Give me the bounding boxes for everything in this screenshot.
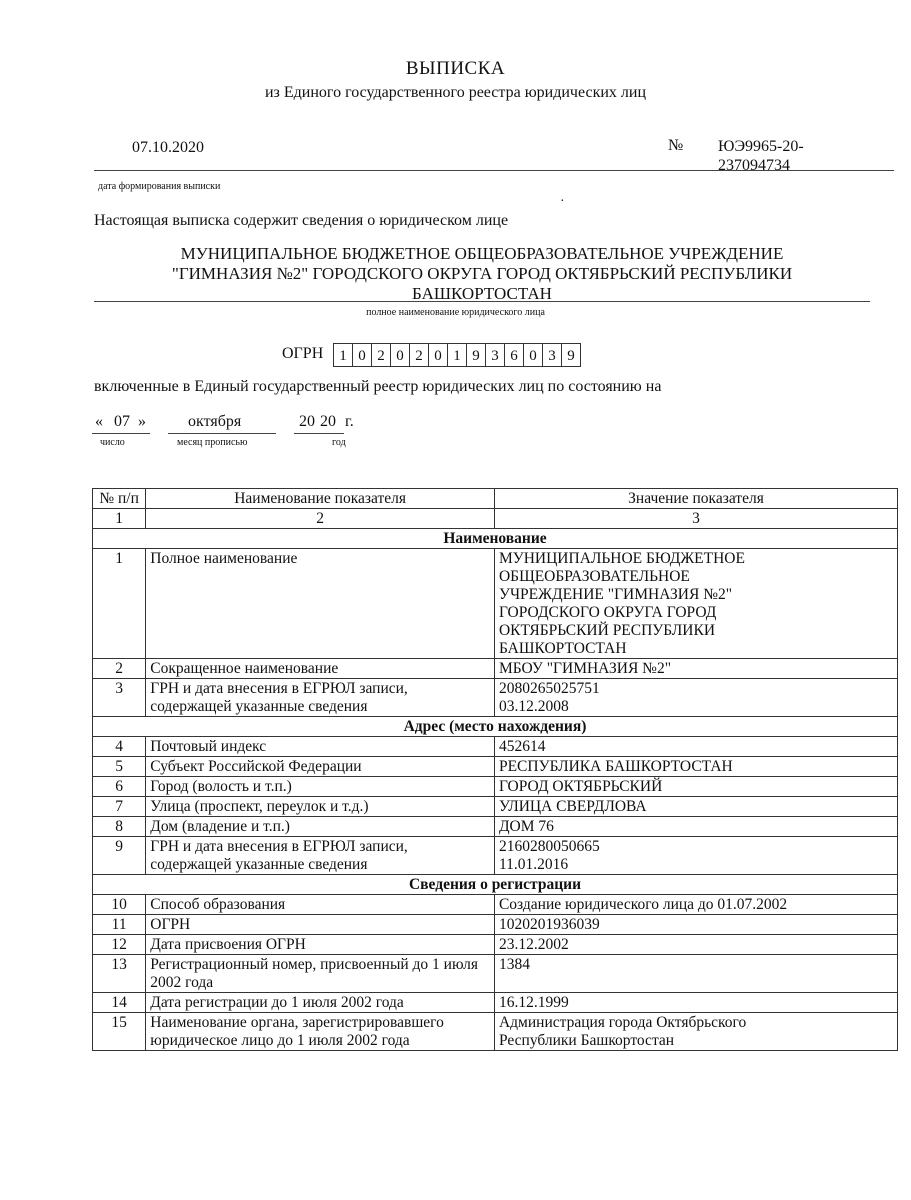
indicator-value: [494, 915, 897, 935]
table-row: [93, 837, 898, 875]
row-number: 1: [93, 549, 146, 659]
table-row: [93, 549, 898, 659]
indicator-name: Сокращенное наименование: [146, 659, 495, 679]
value-line: 16.12.1999: [498, 994, 569, 1011]
ogrn-digit-box: 2: [409, 343, 429, 367]
ogrn-digit-box: 1: [447, 343, 467, 367]
indicator-value: [494, 777, 897, 797]
indicator-name: Улица (проспект, переулок и т.д.): [146, 797, 495, 817]
indicator-name: Субъект Российской Федерации: [146, 757, 495, 777]
row-number: 15: [93, 1013, 146, 1051]
ogrn-digit-box: 0: [352, 343, 372, 367]
indicator-name: Почтовый индекс: [146, 737, 495, 757]
day-caption: число: [100, 437, 125, 448]
indicator-value: [494, 837, 897, 875]
row-number: 10: [93, 895, 146, 915]
ogrn-digit-box: 0: [523, 343, 543, 367]
value-line: Создание юридического лица до 01.07.2002: [498, 896, 788, 913]
section-title: Адрес (место нахождения): [93, 717, 898, 737]
org-name-underline: [94, 301, 870, 302]
table-row: [93, 915, 898, 935]
section-title: Сведения о регистрации: [93, 875, 898, 895]
value-line: МБОУ "ГИМНАЗИЯ №2": [498, 660, 672, 677]
section-row: [93, 875, 898, 895]
row-number: 2: [93, 659, 146, 679]
table-header-row: [93, 489, 898, 509]
indicator-value: [494, 1013, 897, 1051]
table-row: [93, 777, 898, 797]
table-row: [93, 659, 898, 679]
ogrn-digit-box: 0: [390, 343, 410, 367]
column-number-1: 1: [93, 509, 146, 529]
row-number: 12: [93, 935, 146, 955]
org-name-caption: полное наименование юридического лица: [366, 307, 545, 318]
indicator-name: ГРН и дата внесения в ЕГРЮЛ записи, содержащей указанные сведения: [146, 679, 495, 717]
row-number: 7: [93, 797, 146, 817]
row-number: 5: [93, 757, 146, 777]
value-line: БАШКОРТОСТАН: [498, 640, 627, 657]
indicator-name: Регистрационный номер, присвоенный до 1 июля 2002 года: [146, 955, 495, 993]
indicator-value: [494, 757, 897, 777]
section-title: Наименование: [93, 529, 898, 549]
month-underline: [168, 433, 276, 434]
number-sign: №: [668, 137, 684, 154]
table-row: [93, 817, 898, 837]
table-row: [93, 757, 898, 777]
org-name-line2: "ГИМНАЗИЯ №2" ГОРОДСКОГО ОКРУГА ГОРОД ОКТЯБРЬСКИЙ РЕСПУБЛИКИ: [171, 264, 793, 283]
row-number: 6: [93, 777, 146, 797]
indicator-name: Наименование органа, зарегистрировавшего юридическое лицо до 1 июля 2002 года: [146, 1013, 495, 1051]
ogrn-digit-box: 0: [428, 343, 448, 367]
indicator-name: Дата регистрации до 1 июля 2002 года: [146, 993, 495, 1013]
row-number: 13: [93, 955, 146, 993]
indicator-value: [494, 797, 897, 817]
day-underline: [92, 433, 150, 434]
header-cell-value: Значение показателя: [494, 489, 897, 509]
header-cell-number: № п/п: [93, 489, 146, 509]
value-line: 2080265025751: [498, 680, 600, 697]
row-number: 11: [93, 915, 146, 935]
document-subtitle: из Единого государственного реестра юридических лиц: [264, 84, 647, 101]
row-number: 4: [93, 737, 146, 757]
year-underline: [294, 433, 344, 434]
table-row: [93, 955, 898, 993]
table-row: [93, 797, 898, 817]
indicator-value: [494, 659, 897, 679]
document-number-line1: ЮЭ9965-20-: [718, 138, 804, 155]
value-line: 2160280050665: [498, 838, 600, 855]
table-row: [93, 935, 898, 955]
org-name-line1: МУНИЦИПАЛЬНОЕ БЮДЖЕТНОЕ ОБЩЕОБРАЗОВАТЕЛЬНОЕ УЧРЕЖДЕНИЕ: [180, 244, 784, 263]
ogrn-digit-box: 1: [333, 343, 353, 367]
extract-table: [92, 488, 898, 1051]
ogrn-digit-box: 6: [504, 343, 524, 367]
as-of-year-mark: г.: [345, 413, 354, 430]
indicator-value: [494, 549, 897, 659]
organization-full-name: [94, 244, 870, 304]
indicator-name: Способ образования: [146, 895, 495, 915]
date-caption: дата формирования выписки: [98, 181, 221, 192]
row-number: 14: [93, 993, 146, 1013]
ogrn-digit-boxes: [334, 343, 581, 367]
column-number-row: [93, 509, 898, 529]
value-line: МУНИЦИПАЛЬНОЕ БЮДЖЕТНОЕ: [498, 550, 745, 567]
ogrn-digit-box: 3: [485, 343, 505, 367]
indicator-value: [494, 737, 897, 757]
as-of-year-suffix: 20: [320, 413, 336, 430]
indicator-value: [494, 817, 897, 837]
value-line: 11.01.2016: [498, 856, 569, 873]
quote-close: »: [138, 413, 146, 430]
indicator-name: ГРН и дата внесения в ЕГРЮЛ записи, содержащей указанные сведения: [146, 837, 495, 875]
indicator-name: ОГРН: [146, 915, 495, 935]
quote-open: «: [95, 413, 103, 430]
indicator-value: [494, 679, 897, 717]
header-cell-indicator: Наименование показателя: [146, 489, 495, 509]
date-underline: [94, 170, 894, 171]
value-line: 1020201936039: [498, 916, 600, 933]
indicator-value: [494, 935, 897, 955]
indicator-value: [494, 895, 897, 915]
ogrn-digit-box: 9: [466, 343, 486, 367]
value-line: ОБЩЕОБРАЗОВАТЕЛЬНОЕ: [498, 568, 690, 585]
value-line: 452614: [498, 738, 546, 755]
table-row: [93, 1013, 898, 1051]
value-line: 23.12.2002: [498, 936, 569, 953]
value-line: Республики Башкортостан: [498, 1032, 675, 1049]
org-name-line3: БАШКОРТОСТАН: [412, 284, 552, 303]
ogrn-digit-box: 3: [542, 343, 562, 367]
value-line: 03.12.2008: [498, 698, 569, 715]
document-title: ВЫПИСКА: [405, 58, 506, 79]
intro-text: Настоящая выписка содержит сведения о юридическом лице: [94, 212, 509, 229]
year-caption: год: [332, 437, 346, 448]
as-of-year-prefix: 20: [299, 413, 315, 430]
indicator-name: Дата присвоения ОГРН: [146, 935, 495, 955]
value-line: Администрация города Октябрьского: [498, 1014, 747, 1031]
formation-date: 07.10.2020: [132, 139, 204, 156]
indicator-name: Дом (владение и т.п.): [146, 817, 495, 837]
value-line: РЕСПУБЛИКА БАШКОРТОСТАН: [498, 758, 733, 775]
value-line: ДОМ 76: [498, 818, 554, 835]
as-of-month: октября: [188, 413, 242, 430]
ogrn-label: ОГРН: [282, 345, 324, 362]
as-of-day: 07: [114, 413, 130, 430]
month-caption: месяц прописью: [177, 437, 248, 448]
table-row: [93, 679, 898, 717]
column-number-3: 3: [494, 509, 897, 529]
ogrn-digit-box: 9: [561, 343, 581, 367]
table-row: [93, 993, 898, 1013]
indicator-value: [494, 993, 897, 1013]
value-line: ОКТЯБРЬСКИЙ РЕСПУБЛИКИ: [498, 622, 716, 639]
ogrn-digit-box: 2: [371, 343, 391, 367]
value-line: УЧРЕЖДЕНИЕ "ГИМНАЗИЯ №2": [498, 586, 733, 603]
column-number-2: 2: [146, 509, 495, 529]
section-row: [93, 529, 898, 549]
value-line: ГОРОД ОКТЯБРЬСКИЙ: [498, 778, 663, 795]
row-number: 3: [93, 679, 146, 717]
table-row: [93, 737, 898, 757]
table-row: [93, 895, 898, 915]
row-number: 9: [93, 837, 146, 875]
indicator-name: Полное наименование: [146, 549, 495, 659]
indicator-name: Город (волость и т.п.): [146, 777, 495, 797]
value-line: УЛИЦА СВЕРДЛОВА: [498, 798, 647, 815]
indicator-value: [494, 955, 897, 993]
included-text: включенные в Единый государственный реестр юридических лиц по состоянию на: [94, 378, 662, 395]
scan-mark: ·: [560, 194, 565, 209]
section-row: [93, 717, 898, 737]
row-number: 8: [93, 817, 146, 837]
value-line: ГОРОДСКОГО ОКРУГА ГОРОД: [498, 604, 717, 621]
value-line: 1384: [498, 956, 530, 973]
document-number-line2: 237094734: [718, 157, 790, 174]
